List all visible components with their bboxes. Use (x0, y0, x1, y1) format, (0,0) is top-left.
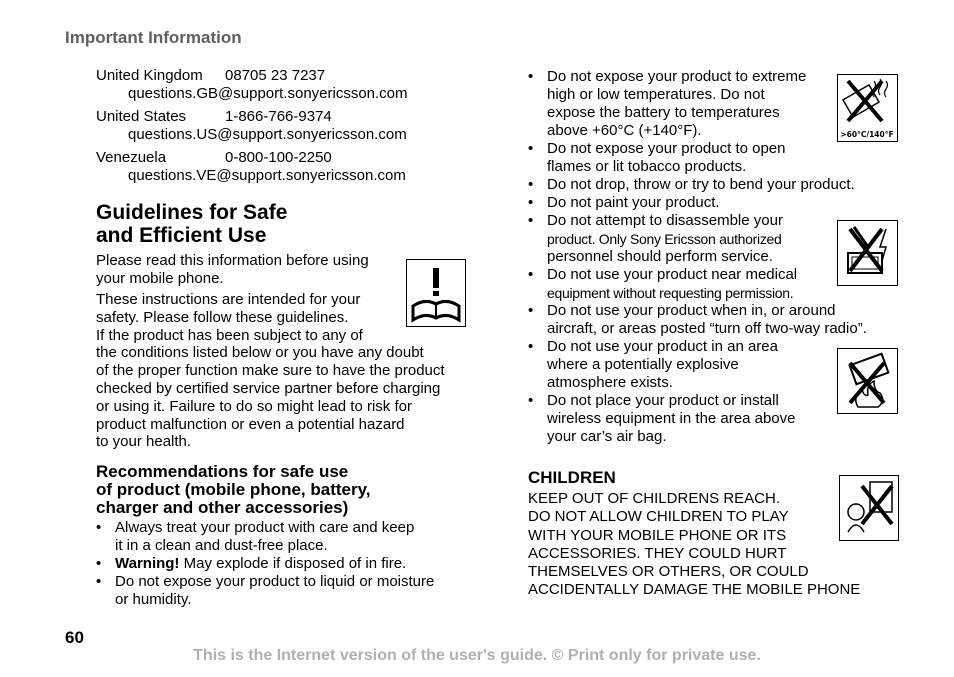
list-item: • Always treat your product with care and keep it in a clean and dust-free place. (96, 519, 415, 554)
contact-ve (96, 149, 406, 185)
contact-uk (96, 67, 408, 103)
country-name: United States (96, 108, 187, 125)
temperature-label: >60°C/140°F (840, 130, 894, 139)
list-item: • Do not drop, throw or try to bend your product. (528, 176, 855, 193)
country-name: United Kingdom (96, 67, 203, 84)
children-title: CHILDREN (528, 468, 616, 487)
list-item: • Do not expose your product to liquid or moisture or humidity. (96, 573, 435, 608)
list-item: • Do not expose your product to open flames or lit tobacco products. (528, 140, 786, 175)
warning-label: Warning! (115, 555, 180, 572)
footer-notice: This is the Internet version of the user's guide. © Print only for private use. (193, 647, 761, 664)
contact-us (96, 108, 407, 144)
page-number: 60 (65, 628, 84, 647)
child-warning-icon (839, 475, 899, 541)
country-name: Venezuela (96, 149, 167, 166)
list-item: • Do not use your product near medical equipment without requesting permission. (528, 266, 798, 301)
email-address: questions.GB@support.sonyericsson.com (128, 85, 408, 102)
list-item: • Do not attempt to disassemble your product. Only Sony Ericsson authorized personnel should perform service. (528, 212, 783, 265)
email-address: questions.US@support.sonyericsson.com (128, 126, 407, 143)
list-item: • Do not paint your product. (528, 194, 720, 211)
section-header: Important Information (65, 28, 242, 47)
list-item: • Do not use your product when in, or around aircraft, or areas posted “turn off two-way radio”. (528, 302, 867, 337)
phone-number: 0-800-100-2250 (225, 149, 332, 166)
recommendations-list (96, 519, 476, 609)
guidelines-intro: Please read this information before using your mobile phone. (96, 252, 369, 287)
list-item: • Warning! May explode if disposed of in fire. (96, 555, 407, 572)
list-item: • Do not place your product or install wireless equipment in the area above your car’s air bag. (528, 392, 796, 445)
list-item: • Do not use your product in an area where a potentially explosive atmosphere exists. (528, 338, 778, 391)
phone-number: 1-866-766-9374 (225, 108, 332, 125)
list-item: • Do not expose your product to extreme high or low temperatures. Do not expose the battery to temperatures above +60°C (+140°F). (528, 68, 807, 139)
no-disassembly-icon (837, 220, 898, 286)
phone-number: 08705 23 7237 (225, 67, 326, 84)
email-address: questions.VE@support.sonyericsson.com (128, 167, 406, 184)
recommendations-title: Recommendations for safe use of product (mobile phone, battery, charger and other accessories) (96, 462, 371, 517)
children-text: KEEP OUT OF CHILDRENS REACH. DO NOT ALLOW CHILDREN TO PLAY WITH YOUR MOBILE PHONE OR ITS ACCESSORIES. THEY COULD HURT THEMSELVES OR OTHERS, OR COULD ACCIDENTALLY DAMAGE THE MOBILE PHONE (528, 490, 861, 599)
explosive-atmosphere-icon (837, 348, 898, 414)
guidelines-title: Guidelines for Safe and Efficient Use (96, 201, 288, 247)
guidelines-body: These instructions are intended for your safety. Please follow these guidelines. If the product has been subject to any of the conditions listed below or you have any doubt of the proper function make sure to have the product checked by certified service partner before charging or using it. Failure to do so might lead to risk for product malfunction or even a potential hazard to your health. (96, 291, 445, 451)
read-manual-icon (406, 259, 466, 327)
temperature-warning-icon (837, 74, 898, 142)
